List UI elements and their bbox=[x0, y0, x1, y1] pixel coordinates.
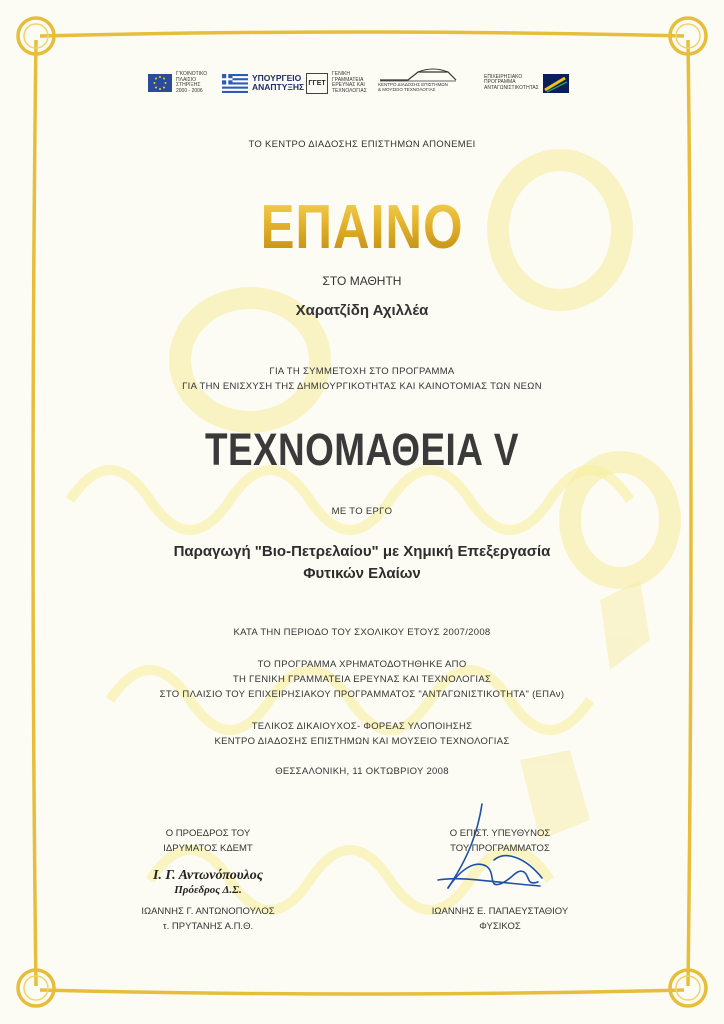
eu-flag-icon bbox=[148, 74, 172, 92]
with-project: ΜΕ ΤΟ ΕΡΓΟ bbox=[331, 506, 393, 517]
signatory-left bbox=[120, 826, 296, 934]
left-signatory-title: τ. ΠΡΥΤΑΝΗΣ Α.Π.Θ. bbox=[162, 921, 254, 932]
noesis-logo bbox=[378, 68, 470, 98]
beneficiary-line-1: ΤΕΛΙΚΟΣ ΔΙΚΑΙΟΥΧΟΣ- ΦΟΡΕΑΣ ΥΛΟΠΟΙΗΣΗΣ bbox=[251, 721, 473, 732]
epan-logo-text: ΕΠΙΧΕΙΡΗΣΙΑΚΟ ΠΡΟΓΡΑΜΜΑ ΑΝΤΑΓΩΝΙΣΤΙΚΟΤΗΤΑΣ bbox=[484, 73, 539, 91]
program-name: ΤΕΧΝΟΜΑΘΕΙΑ V bbox=[205, 424, 519, 475]
beneficiary-line-2: ΚΕΝΤΡΟ ΔΙΑΔΟΣΗΣ ΕΠΙΣΤΗΜΩΝ ΚΑΙ ΜΟΥΣΕΙΟ ΤΕΧΝΟΛΟΓΙΑΣ bbox=[214, 736, 510, 747]
awarded-by: ΤΟ ΚΕΝΤΡΟ ΔΙΑΔΟΣΗΣ ΕΠΙΣΤΗΜΩΝ ΑΠΟΝΕΜΕΙ bbox=[248, 139, 476, 150]
funding-line-2: ΤΗ ΓΕΝΙΚΗ ΓΡΑΜΜΑΤΕΙΑ ΕΡΕΥΝΑΣ ΚΑΙ ΤΕΧΝΟΛΟΓΙΑΣ bbox=[232, 674, 492, 685]
project-title-line-2: Φυτικών Ελαίων bbox=[303, 565, 421, 582]
award-title: ΕΠΑΙΝΟ bbox=[65, 192, 659, 263]
right-role-line-1: Ο ΕΠΙΣΤ. ΥΠΕΥΘΥΝΟΣ bbox=[449, 828, 551, 839]
eu-logo bbox=[148, 68, 207, 98]
funding-line-3: ΣΤΟ ΠΛΑΙΣΙΟ ΤΟΥ ΕΠΙΧΕΙΡΗΣΙΑΚΟΥ ΠΡΟΓΡΑΜΜΑΤΟΣ "ΑΝΤΑΓΩΝΙΣΤΙΚΟΤΗΤΑ" (ΕΠΑν) bbox=[159, 689, 565, 700]
project-title-line-1: Παραγωγή "Βιο-Πετρελαίου" με Χημική Επεξεργασία bbox=[173, 543, 551, 560]
place-date: ΘΕΣΣΑΛΟΝΙΚΗ, 11 ΟΚΤΩΒΡΙΟΥ 2008 bbox=[275, 766, 449, 777]
right-signatory-name: ΙΩΑΝΝΗΣ Ε. ΠΑΠΑΕΥΣΤΑΘΙΟΥ bbox=[431, 906, 569, 917]
gsrt-mark-icon: ΓΓΕΤ bbox=[306, 73, 328, 94]
left-role-line-2: ΙΔΡΥΜΑΤΟΣ ΚΔΕΜΤ bbox=[163, 843, 253, 854]
right-role-line-2: ΤΟΥ ΠΡΟΓΡΑΜΜΑΤΟΣ bbox=[450, 843, 550, 854]
school-period: ΚΑΤΑ ΤΗΝ ΠΕΡΙΟΔΟ ΤΟΥ ΣΧΟΛΙΚΟΥ ΕΤΟΥΣ 2007/2008 bbox=[233, 627, 491, 638]
program-name-wrap bbox=[0, 424, 724, 478]
greek-flag-icon bbox=[222, 74, 248, 93]
to-student: ΣΤΟ ΜΑΘΗΤΗ bbox=[322, 274, 402, 288]
gsrt-logo bbox=[306, 68, 367, 98]
funding-line-1: ΤΟ ΠΡΟΓΡΑΜΜΑ ΧΡΗΜΑΤΟΔΟΤΗΘΗΚΕ ΑΠΟ bbox=[257, 659, 467, 670]
gsrt-logo-text: ΓΕΝΙΚΗ ΓΡΑΜΜΑΤΕΙΑ ΕΡΕΥΝΑΣ ΚΑΙ ΤΕΧΝΟΛΟΓΙΑΣ bbox=[332, 71, 367, 94]
award-title-wrap bbox=[0, 192, 724, 264]
right-signatory-title: ΦΥΣΙΚΟΣ bbox=[479, 921, 521, 932]
ministry-logo bbox=[222, 68, 304, 98]
noesis-building-icon bbox=[378, 68, 458, 82]
epan-logo bbox=[484, 68, 569, 98]
epan-mark-icon bbox=[543, 74, 569, 93]
student-name: Χαρατζίδη Αχιλλέα bbox=[295, 302, 429, 319]
noesis-logo-text: ΚΕΝΤΡΟ ΔΙΑΔΟΣΗΣ ΕΠΙΣΤΗΜΩΝ & ΜΟΥΣΕΙΟ ΤΕΧΝΟΛΟΓΙΑΣ bbox=[378, 82, 448, 92]
signatory-right bbox=[418, 826, 582, 934]
eu-logo-text: Γ'ΚΟΙΝΟΤΙΚΟ ΠΛΑΙΣΙΟ ΣΤΗΡΙΞΗΣ 2000 - 2006 bbox=[176, 71, 208, 94]
sponsor-logos bbox=[148, 68, 568, 100]
left-role-line-1: Ο ΠΡΟΕΔΡΟΣ ΤΟΥ bbox=[165, 828, 251, 839]
left-stamp-role: Πρόεδρος Δ.Σ. bbox=[174, 884, 242, 896]
participation-line-2: ΓΙΑ ΤΗΝ ΕΝΙΣΧΥΣΗ ΤΗΣ ΔΗΜΙΟΥΡΓΙΚΟΤΗΤΑΣ ΚΑΙ ΚΑΙΝΟΤΟΜΙΑΣ ΤΩΝ ΝΕΩΝ bbox=[182, 381, 542, 392]
left-signatory-name: ΙΩΑΝΝΗΣ Γ. ΑΝΤΩΝΟΠΟΥΛΟΣ bbox=[141, 906, 275, 917]
participation-line-1: ΓΙΑ ΤΗ ΣΥΜΜΕΤΟΧΗ ΣΤΟ ΠΡΟΓΡΑΜΜΑ bbox=[269, 366, 455, 377]
ministry-logo-text: ΥΠΟΥΡΓΕΙΟ ΑΝΑΠΤΥΞΗΣ bbox=[252, 73, 305, 92]
left-stamp-name: Ι. Γ. Αντωνόπουλος bbox=[152, 868, 264, 883]
